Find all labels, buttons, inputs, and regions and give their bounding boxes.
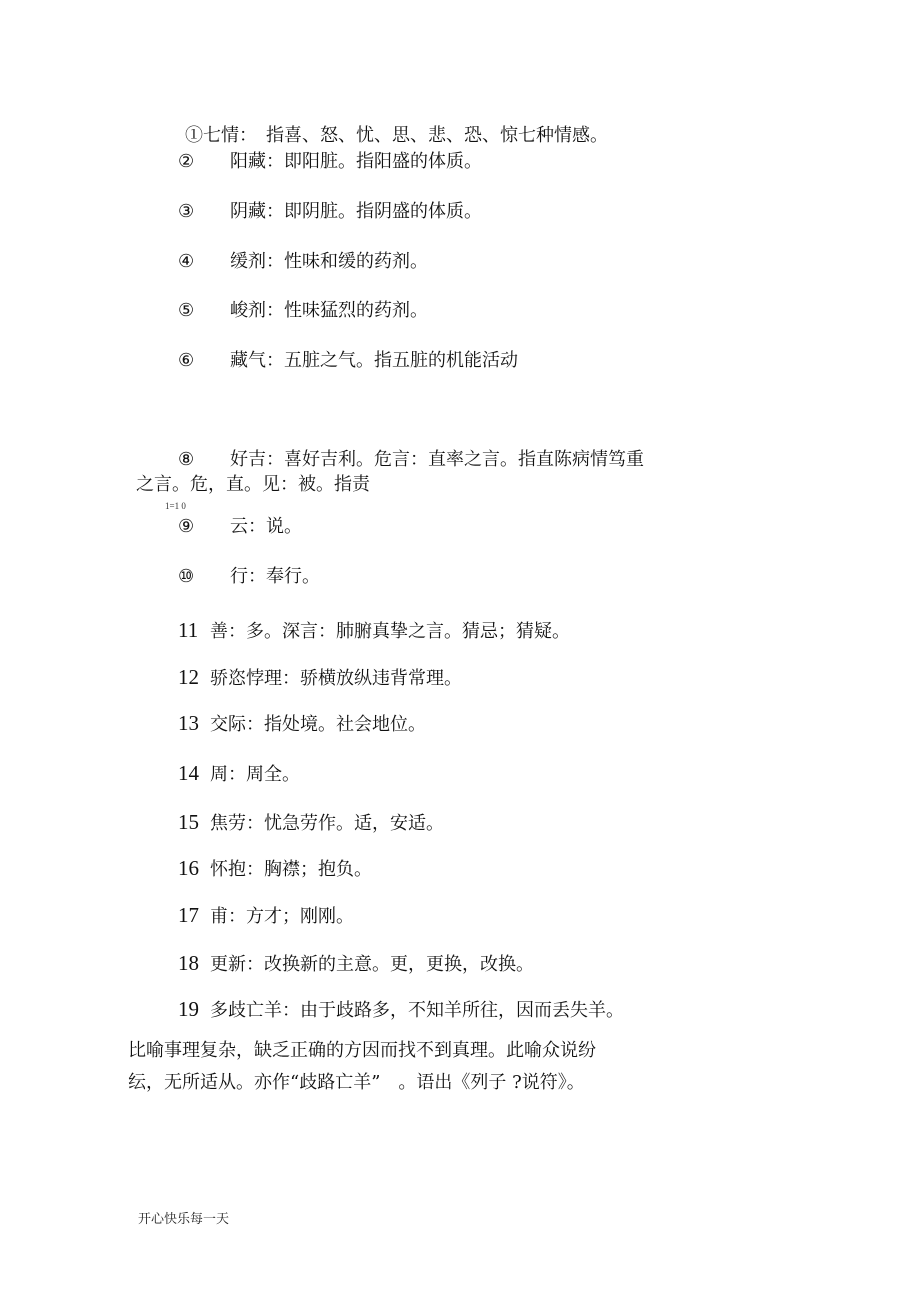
note-2 (178, 151, 482, 173)
note-18-text: 更新：改换新的主意。更，更换，改换。 (210, 954, 534, 975)
note-15-text: 焦劳：忧急劳作。适，安适。 (210, 813, 444, 834)
note-3-text: 阴藏：即阴脏。指阴盛的体质。 (230, 201, 482, 222)
note-3 (178, 201, 482, 223)
page-artifact-text: 1=1 0 (165, 501, 186, 511)
note-19-number: 19 (178, 997, 199, 1021)
note-1-text: 七情： 指喜、怒、忧、思、悲、恐、惊七种情感。 (203, 125, 608, 146)
note-2-mark: ② (178, 151, 195, 172)
note-12-text: 骄恣悖理：骄横放纵违背常理。 (210, 668, 462, 689)
note-6-text: 藏气：五脏之气。指五脏的机能活动 (230, 350, 518, 371)
note-12-number: 12 (178, 665, 199, 689)
note-10 (178, 566, 320, 588)
note-14-number: 14 (178, 761, 199, 785)
note-4 (178, 251, 428, 273)
note-10-mark: ⑩ (178, 566, 195, 587)
note-11-number: 11 (178, 618, 199, 642)
note-16-number: 16 (178, 856, 199, 880)
note-17-text: 甫：方才；刚刚。 (210, 906, 354, 927)
note-8-mark: ⑧ (178, 449, 195, 470)
page-footer: 开心快乐每一天 (138, 1212, 230, 1227)
note-5-text: 峻剂：性味猛烈的药剂。 (230, 300, 428, 321)
note-4-text: 缓剂：性味和缓的药剂。 (230, 251, 428, 272)
note-15-number: 15 (178, 810, 199, 834)
note-16-text: 怀抱：胸襟；抱负。 (210, 859, 372, 880)
note-14-text: 周：周全。 (210, 764, 300, 785)
note-3-mark: ③ (178, 201, 195, 222)
note-11-text: 善：多。深言：肺腑真挚之言。猜忌；猜疑。 (210, 621, 570, 642)
note-19-continuation-2: 纭，无所适从。亦作“歧路亡羊” 。语出《列子 ?说符》。 (128, 1072, 585, 1093)
note-4-mark: ④ (178, 251, 195, 272)
note-13-number: 13 (178, 711, 199, 735)
note-9 (178, 516, 302, 538)
note-5-mark: ⑤ (178, 300, 195, 321)
note-9-text: 云：说。 (230, 516, 302, 537)
note-19 (178, 998, 624, 1022)
note-13 (178, 712, 426, 736)
note-17 (178, 904, 354, 928)
note-8 (178, 449, 644, 471)
note-1 (185, 125, 608, 147)
note-18 (178, 952, 534, 976)
note-17-number: 17 (178, 903, 199, 927)
note-19-text: 多歧亡羊：由于歧路多，不知羊所往，因而丢失羊。 (210, 1000, 624, 1021)
note-6-mark: ⑥ (178, 350, 195, 371)
note-18-number: 18 (178, 951, 199, 975)
note-1-mark: ① (185, 125, 203, 146)
note-9-mark: ⑨ (178, 516, 195, 537)
note-14 (178, 762, 300, 786)
note-5 (178, 300, 428, 322)
note-16 (178, 857, 372, 881)
note-2-text: 阳藏：即阳脏。指阳盛的体质。 (230, 151, 482, 172)
note-8-continuation: 之言。危，直。见：被。指责 (136, 474, 370, 495)
note-13-text: 交际：指处境。社会地位。 (210, 714, 426, 735)
note-12 (178, 666, 462, 690)
note-19-continuation-1: 比喻事理复杂，缺乏正确的方因而找不到真理。此喻众说纷 (128, 1040, 596, 1061)
note-11 (178, 619, 570, 643)
note-15 (178, 811, 444, 835)
note-10-text: 行：奉行。 (230, 566, 320, 587)
note-6 (178, 350, 518, 372)
note-8-text: 好吉：喜好吉利。危言：直率之言。指直陈病情笃重 (230, 449, 644, 470)
